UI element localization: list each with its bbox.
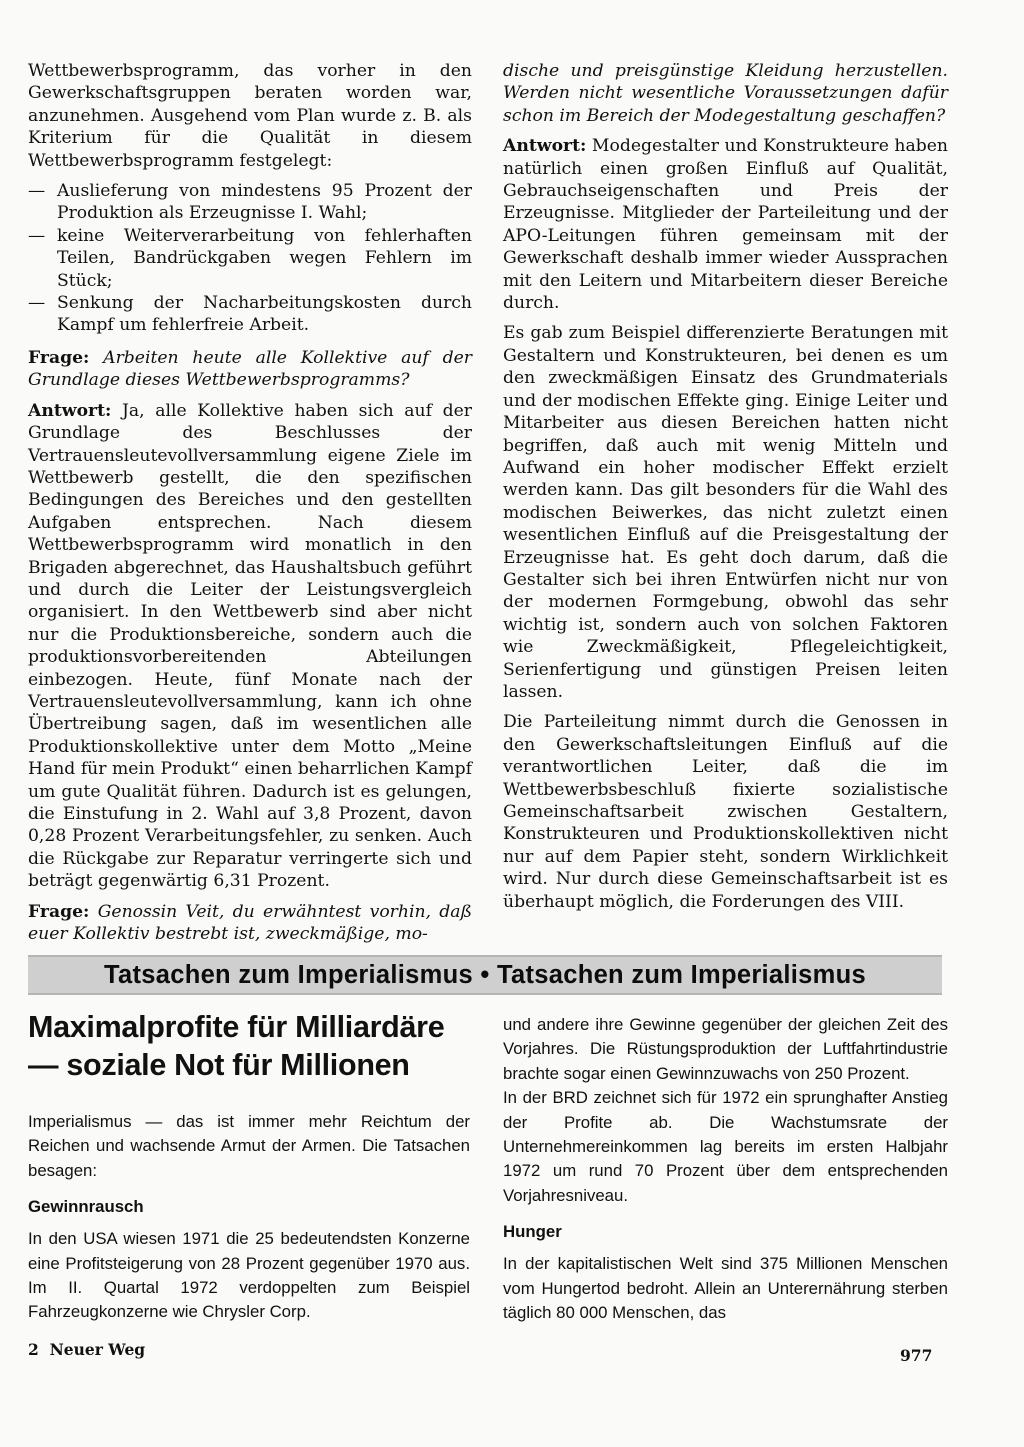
list-item: — Auslieferung von mindestens 95 Prozent der Produktion als Erzeugnisse I. Wahl; xyxy=(28,180,472,225)
answer-label: Antwort: xyxy=(28,400,112,421)
article-intro: Imperialismus — das ist immer mehr Reichtum der Reichen und wachsende Armut der Armen. Die Tatsachen besagen: xyxy=(28,1112,470,1180)
article-left-column xyxy=(28,1110,470,1333)
list-item: — Senkung der Nacharbeitungskosten durch Kampf um fehlerfreie Arbeit. xyxy=(28,292,472,337)
question-continuation: dische und preisgünstige Kleidung herzustellen. Werden nicht wesentliche Voraussetzungen dafür schon im Bereich der Modegestaltung geschaffen? xyxy=(503,61,948,126)
question-label: Frage: xyxy=(28,901,90,922)
criteria-list xyxy=(28,180,472,337)
answer-text: Modegestalter und Konstrukteure haben natürlich einen großen Einfluß auf Qualität, Gebrauchseigenschaften und Preis der Erzeugnisse. Mitglieder der Parteileitung und der APO-Leitungen führen gemeinsam mit der Gewerkschaft deshalb immer wieder Aussprachen mit den Leitern und Mitarbeitern dieser Bereiche durch. xyxy=(503,136,948,314)
question-text: Arbeiten heute alle Kollektive auf der Grundlage dieses Wettbewerbsprogramms? xyxy=(28,347,472,391)
article-right-column xyxy=(503,1013,948,1333)
article-headline xyxy=(28,1008,488,1084)
question xyxy=(28,347,472,392)
page-number: 977 xyxy=(900,1346,933,1365)
paragraph: Es gab zum Beispiel differenzierte Beratungen mit Gestaltern und Konstrukteuren, bei denen es um den zweckmäßigen Einsatz des Grundmaterials und der modischen Effekte ging. Einige Leiter und Mitarbeiter aus diesen Bereichen hatten nicht begriffen, daß auch mit wenig Mitteln und Aufwand ein hoher modischer Effekt erzielt werden kann. Das gilt besonders für die Wahl des modischen Beiwerkes, das nicht zuletzt einen wesentlichen Einfluß auf die Preisgestaltung der Erzeugnisse hat. Es geht doch darum, daß die Gestalter sich bei ihren Entwürfen nicht nur von der modernen Formgebung, obwohl das sehr wichtig ist, sondern auch von solchen Faktoren wie Zweckmäßigkeit, Pflegeleichtigkeit, Serienfertigung und günstigen Preisen leiten lassen. xyxy=(503,323,948,702)
question xyxy=(28,901,472,946)
section-banner: Tatsachen zum Imperialismus • Tatsachen zum Imperialismus xyxy=(28,955,942,995)
headline-line: — soziale Not für Millionen xyxy=(28,1048,410,1082)
subheading-hunger: Hunger xyxy=(503,1222,562,1242)
question-label: Frage: xyxy=(28,347,90,368)
question-text: Genossin Veit, du erwähntest vorhin, daß euer Kollektiv bestrebt ist, zweckmäßige, mo- xyxy=(28,901,472,945)
interview-left-column xyxy=(28,60,472,953)
answer xyxy=(28,400,472,893)
paragraph: In den USA wiesen 1971 die 25 bedeutendsten Konzerne eine Profitsteigerung von 28 Prozent gegenüber 1970 aus. Im II. Quartal 1972 verdoppelten zum Beispiel Fahrzeugkonzerne wie Chrysler Corp. xyxy=(28,1229,470,1322)
paragraph: Wettbewerbsprogramm, das vorher in den Gewerkschaftsgruppen beraten worden war, anzunehmen. Ausgehend vom Plan wurde z. B. als Kriterium für die Qualität in diesem Wettbewerbsprogramm festgelegt: xyxy=(28,61,472,171)
interview-right-column xyxy=(503,60,948,921)
paragraph: In der kapitalistischen Welt sind 375 Millionen Menschen vom Hungertod bedroht. Allein an Unterernährung sterben täglich 80 000 Menschen, das xyxy=(503,1254,948,1323)
list-item: — keine Weiterverarbeitung von fehlerhaften Teilen, Bandrückgaben wegen Fehlern im Stück; xyxy=(28,225,472,292)
paragraph: Die Parteileitung nimmt durch die Genossen in den Gewerkschaftsleitungen Einfluß auf die verantwortlichen Leiter, daß die im Wettbewerbsbeschluß fixierte sozialistische Gemeinschaftsarbeit zwischen Gestaltern, Konstrukteuren und Produktionskollektiven nicht nur auf dem Papier steht, sondern Wirklichkeit wird. Nur durch diese Gemeinschaftsarbeit ist es überhaupt möglich, die Forderungen des VIII. xyxy=(503,712,948,912)
headline-line: Maximalprofite für Milliardäre xyxy=(28,1010,445,1044)
paragraph: und andere ihre Gewinne gegenüber der gleichen Zeit des Vorjahres. Die Rüstungsproduktion der Luftfahrtindustrie brachte sogar einen Gewinnzuwachs von 250 Prozent. xyxy=(503,1015,948,1083)
answer-label: Antwort: xyxy=(503,136,587,157)
subheading-gewinnrausch: Gewinnrausch xyxy=(28,1197,144,1217)
paragraph: In der BRD zeichnet sich für 1972 ein sprunghafter Anstieg der Profite ab. Die Wachstumsrate der Unternehmereinkommen lag bereits im ersten Halbjahr 1972 um rund 70 Prozent über dem entsprechenden Vorjahresniveau. xyxy=(503,1088,948,1205)
answer xyxy=(503,135,948,314)
footer-publication: 2 Neuer Weg xyxy=(28,1340,146,1359)
answer-text: Ja, alle Kollektive haben sich auf der Grundlage des Beschlusses der Vertrauensleutevollversammlung eigene Ziele im Wettbewerb gestellt, die den spezifischen Bedingungen des Bereiches und den gestellten Aufgaben entsprechen. Nach diesem Wettbewerbsprogramm wird monatlich in den Brigaden abgerechnet, das Haushaltsbuch geführt und durch die Leiter der Leistungsvergleich organisiert. In den Wettbewerb sind aber nicht nur die Produktionsbereiche, sondern auch die produktionsvorbereitenden Abteilungen einbezogen. Heute, fünf Monate nach der Vertrauensleutevollversammlung, kann ich ohne Übertreibung sagen, daß im wesentlichen alle Produktionskollektive unter dem Motto „Meine Hand für mein Produkt“ einen beharrlichen Kampf um gute Qualität führen. Dadurch ist es gelungen, die Einstufung in 2. Wahl auf 3,8 Prozent, davon 0,28 Prozent Verarbeitungsfehler, zu senken. Auch die Rückgabe zur Reparatur verringerte sich und beträgt gegenwärtig 6,31 Prozent. xyxy=(28,400,472,892)
